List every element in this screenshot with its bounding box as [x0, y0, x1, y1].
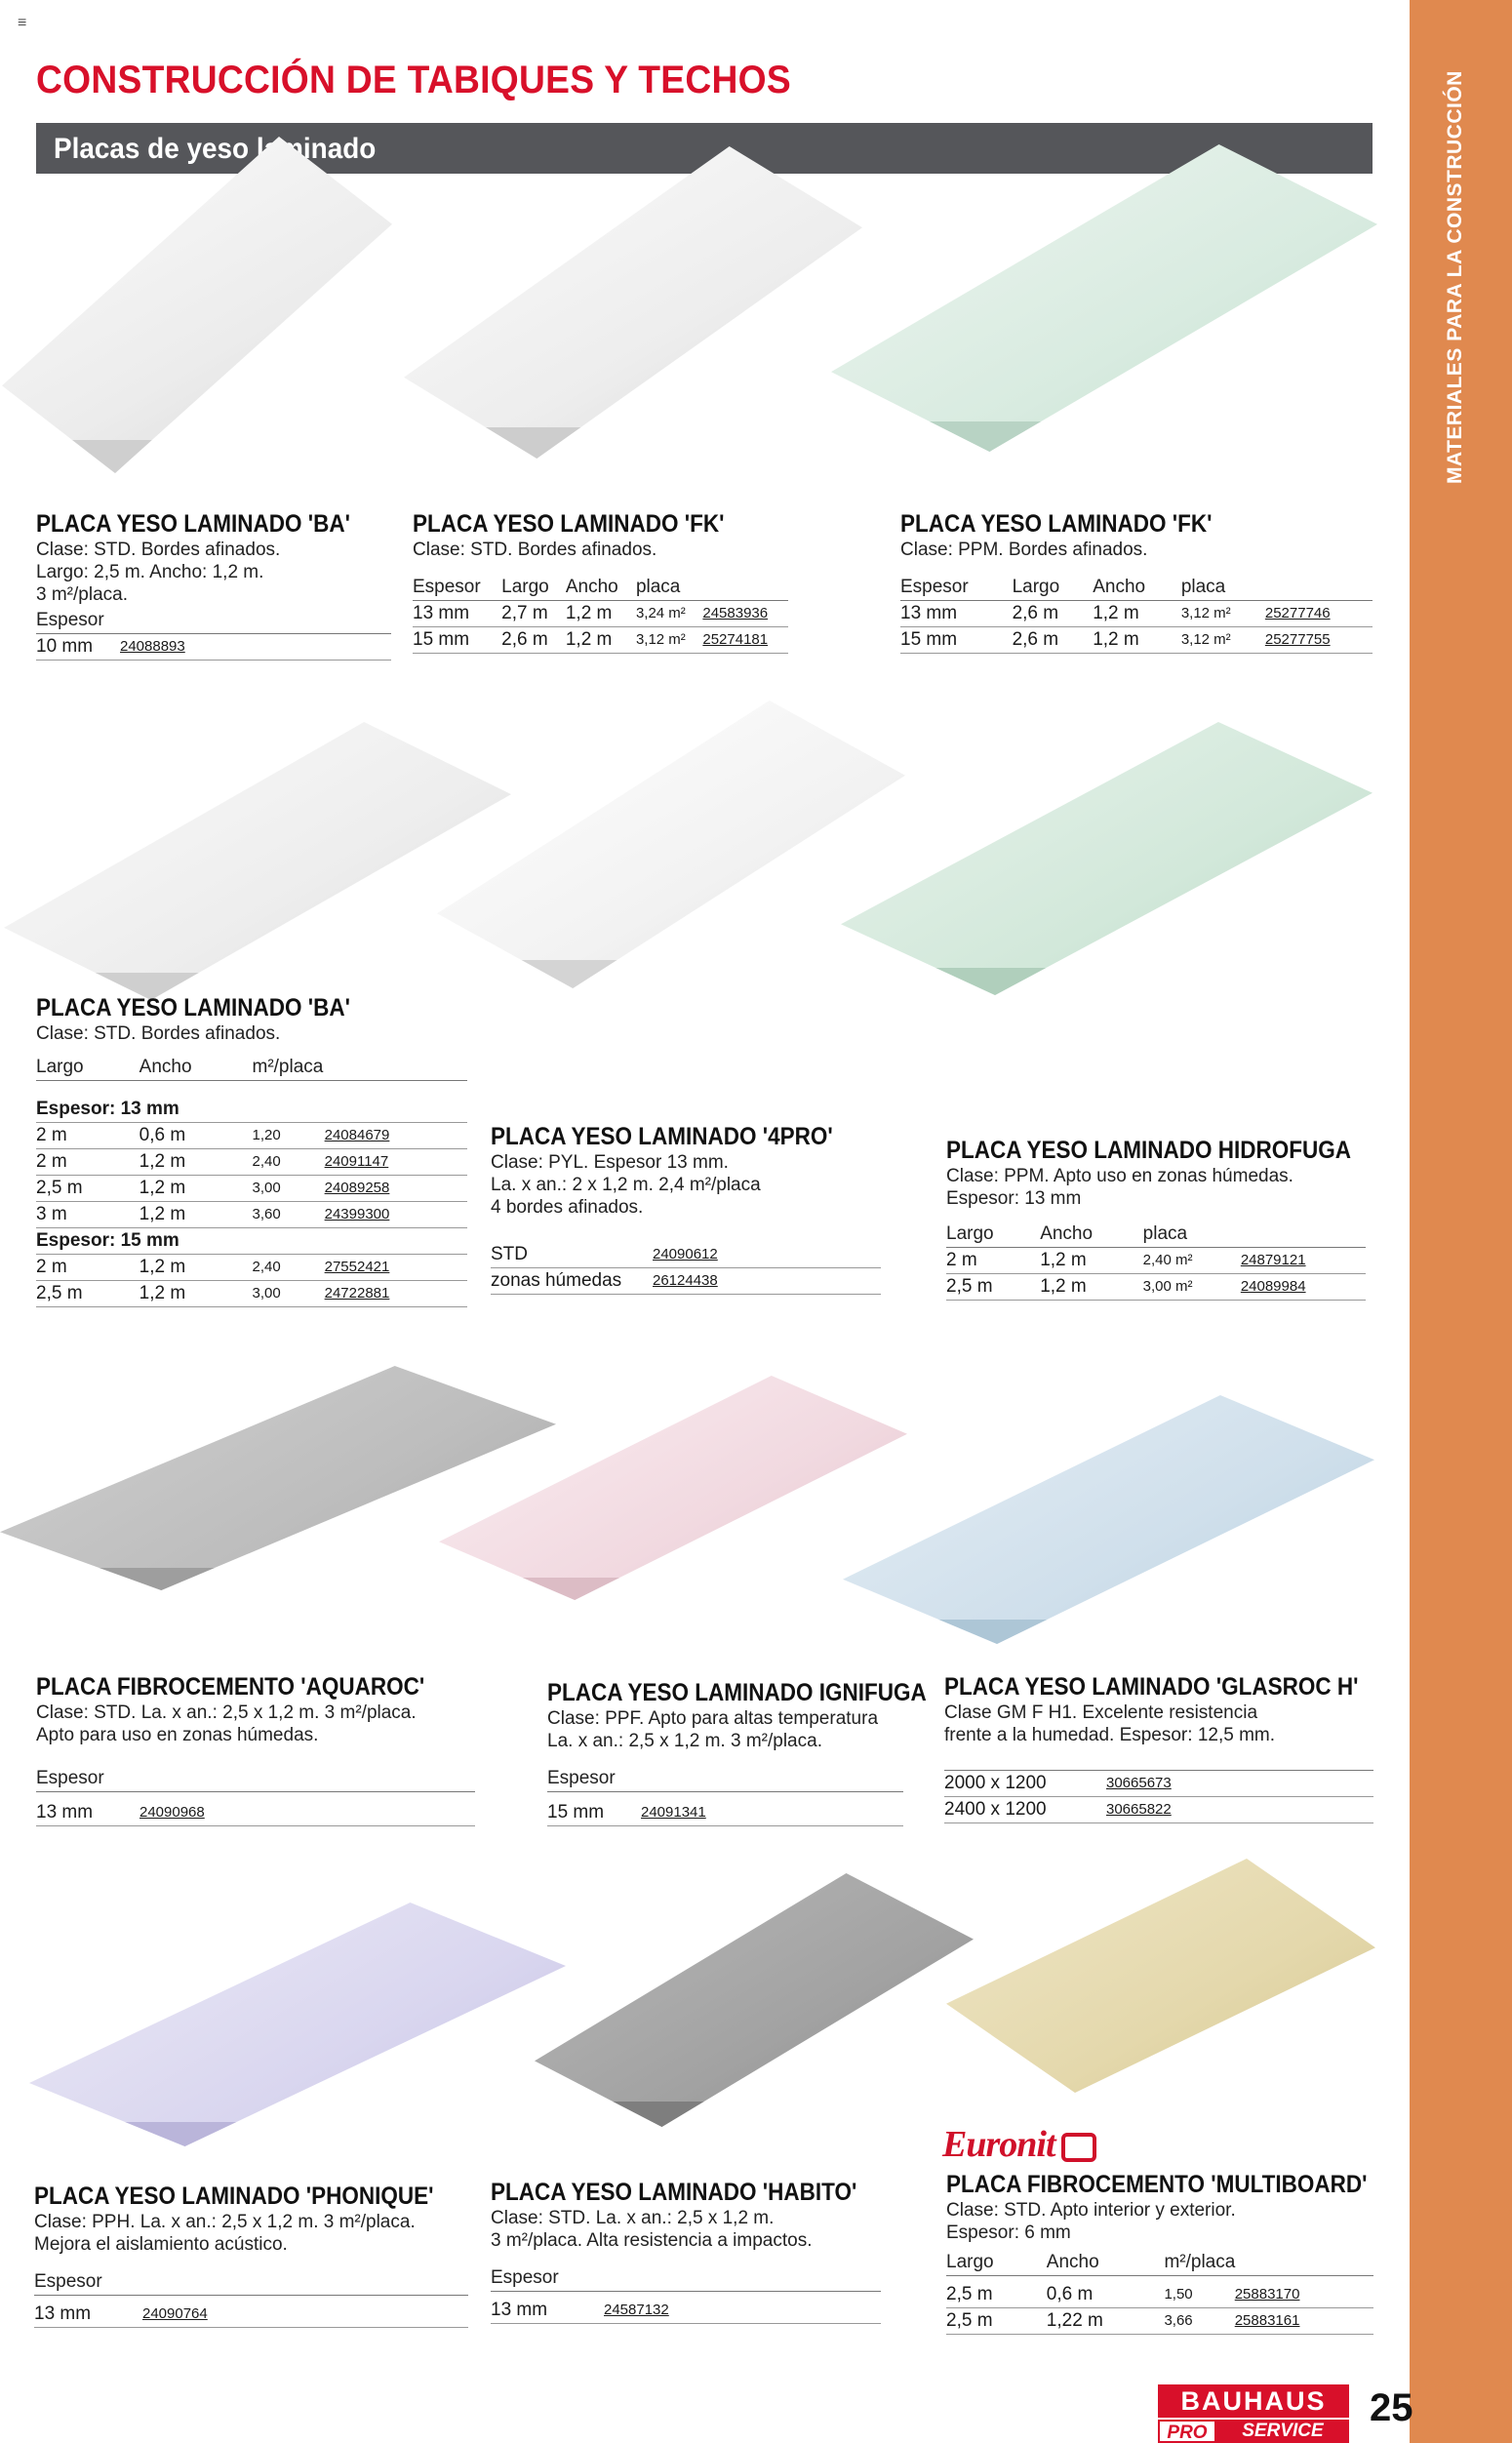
cell: 2,5 m: [36, 1175, 139, 1201]
product-desc: Clase GM F H1. Excelente resistencia: [944, 1702, 1258, 1723]
ref-code: 24090764: [137, 2302, 468, 2328]
bauhaus-logo-pro: PRO: [1158, 2420, 1216, 2443]
section-title: Placas de yeso laminado: [54, 133, 377, 165]
col-header: Largo: [946, 1222, 1040, 1248]
product-image-multiboard: [946, 1859, 1375, 2093]
product-ignifuga: [547, 1678, 927, 1826]
cell: 0,6 m: [139, 1122, 253, 1148]
cell: 15 mm: [547, 1800, 635, 1826]
product-desc: Clase: PPM. Bordes afinados.: [900, 540, 1148, 560]
product-table: [36, 1766, 475, 1826]
col-header: m²/placa: [253, 1055, 468, 1081]
menu-mark: ≡: [18, 15, 27, 31]
product-table: [547, 1766, 903, 1826]
product-desc: Clase: STD. La. x an.: 2,5 x 1,2 m.: [491, 2208, 775, 2228]
product-desc: Espesor: 13 mm: [946, 1188, 1082, 1209]
col-header: Espesor: [547, 1766, 635, 1792]
product-title: PLACA YESO LAMINADO IGNIFUGA: [547, 1679, 927, 1706]
product-table: [34, 2269, 468, 2328]
cell: 1,2 m: [566, 627, 636, 654]
product-desc: Clase: STD. Bordes afinados.: [36, 540, 281, 560]
cell: 1,2 m: [139, 1254, 253, 1280]
cell: 2,40 m²: [1143, 1248, 1241, 1274]
product-table: [413, 575, 788, 654]
ref-code: 24090612: [647, 1242, 881, 1268]
product-ba-1: [36, 509, 391, 661]
col-header: m²/placa: [1164, 2250, 1373, 2276]
cell: 2,5 m: [946, 2307, 1047, 2334]
thickness-subhead: Espesor: 15 mm: [36, 1227, 467, 1254]
cell: 15 mm: [413, 627, 501, 654]
col-header: Espesor: [34, 2269, 137, 2296]
cell: 13 mm: [413, 601, 501, 627]
cell: 1,2 m: [139, 1175, 253, 1201]
product-desc: Largo: 2,5 m. Ancho: 1,2 m.: [36, 562, 264, 582]
product-title: PLACA YESO LAMINADO HIDROFUGA: [946, 1137, 1352, 1164]
product-image-hidrofuga: [841, 722, 1373, 995]
cell: 13 mm: [491, 2298, 598, 2324]
product-title: PLACA FIBROCEMENTO 'MULTIBOARD': [946, 2171, 1368, 2198]
product-desc: Clase: PPF. Apto para altas temperatura: [547, 1708, 879, 1729]
cell: 1,50: [1164, 2282, 1228, 2308]
ref-code: 25274181: [702, 627, 788, 654]
col-header: Ancho: [139, 1055, 253, 1081]
cell: 2 m: [36, 1148, 139, 1175]
cell: 3,00: [253, 1175, 319, 1201]
product-table: [491, 2265, 881, 2324]
cell: 2,5 m: [946, 1274, 1040, 1301]
ref-code: 24089258: [319, 1175, 467, 1201]
cell: 2,6 m: [1013, 627, 1094, 654]
col-header: Espesor: [413, 575, 501, 601]
product-desc: Apto para uso en zonas húmedas.: [36, 1725, 319, 1745]
ref-code: 26124438: [647, 1268, 881, 1295]
product-table: [946, 1222, 1366, 1301]
product-desc: Clase: STD. Bordes afinados.: [36, 1023, 281, 1044]
cell: 2,5 m: [36, 1280, 139, 1306]
col-header: Ancho: [1040, 1222, 1142, 1248]
cell: 13 mm: [34, 2302, 137, 2328]
ref-code: 24583936: [702, 601, 788, 627]
product-title: PLACA YESO LAMINADO 'BA': [36, 994, 350, 1021]
cell: 3,24 m²: [636, 601, 702, 627]
product-image-ba-1: [2, 137, 392, 473]
product-title: PLACA YESO LAMINADO 'BA': [36, 510, 350, 538]
cell: 2400 x 1200: [944, 1797, 1100, 1823]
page-title: CONSTRUCCIÓN DE TABIQUES Y TECHOS: [36, 59, 791, 101]
product-table: [946, 2250, 1373, 2335]
product-hidrofuga: [946, 1136, 1366, 1301]
product-fk-std: [413, 509, 788, 654]
product-ba-2: [36, 993, 467, 1307]
bauhaus-logo: [1158, 2384, 1349, 2443]
col-header: Espesor: [36, 608, 114, 634]
ref-code: 25883161: [1229, 2307, 1373, 2334]
ref-code: 24090968: [134, 1800, 475, 1826]
cell: 3,12 m²: [636, 627, 702, 654]
cell: 2,7 m: [501, 601, 566, 627]
product-desc: Clase: PPM. Apto uso en zonas húmedas.: [946, 1166, 1293, 1186]
product-title: PLACA YESO LAMINADO 'FK': [413, 510, 725, 538]
product-image-glasroc: [843, 1395, 1374, 1644]
sidebar-label: MATERIALES PARA LA CONSTRUCCIÓN: [1444, 70, 1466, 484]
product-title: PLACA FIBROCEMENTO 'AQUAROC': [36, 1673, 425, 1701]
col-header: placa: [1181, 575, 1373, 601]
cell: 1,2 m: [1040, 1274, 1142, 1301]
cell: 2,6 m: [1013, 601, 1094, 627]
col-header: Ancho: [1093, 575, 1181, 601]
product-desc: La. x an.: 2,5 x 1,2 m. 3 m²/placa.: [547, 1731, 822, 1751]
ref-code: 24088893: [114, 634, 391, 661]
ref-code: 30665673: [1100, 1771, 1373, 1797]
product-image-fk-ppm: [831, 144, 1377, 452]
product-fk-ppm: [900, 509, 1373, 654]
col-header: Espesor: [900, 575, 1013, 601]
cell: 1,2 m: [1040, 1248, 1142, 1274]
cell: 1,20: [253, 1122, 319, 1148]
product-desc: 3 m²/placa. Alta resistencia a impactos.: [491, 2230, 813, 2251]
cell: 2000 x 1200: [944, 1771, 1100, 1797]
ref-code: 27552421: [319, 1254, 467, 1280]
ref-code: 30665822: [1100, 1797, 1373, 1823]
product-table: [491, 1242, 881, 1295]
product-title: PLACA YESO LAMINADO '4PRO': [491, 1123, 833, 1150]
col-header: Largo: [501, 575, 566, 601]
product-title: PLACA YESO LAMINADO 'PHONIQUE': [34, 2183, 434, 2210]
cell: 2,40: [253, 1254, 319, 1280]
product-image-phonique: [29, 1902, 566, 2146]
euronit-logo: [942, 2123, 1096, 2166]
col-header: Espesor: [36, 1766, 134, 1792]
col-header: placa: [1143, 1222, 1366, 1248]
cell: 1,2 m: [139, 1280, 253, 1306]
product-multiboard: [946, 2170, 1373, 2335]
product-4pro: [491, 1122, 881, 1295]
col-header: Ancho: [1047, 2250, 1165, 2276]
thickness-subhead: Espesor: 13 mm: [36, 1097, 467, 1123]
product-table: [36, 608, 391, 661]
ref-code: 24084679: [319, 1122, 467, 1148]
product-desc: frente a la humedad. Espesor: 12,5 mm.: [944, 1725, 1276, 1745]
bauhaus-logo-top: BAUHAUS: [1158, 2384, 1349, 2418]
cell: STD: [491, 1242, 647, 1268]
col-header: placa: [636, 575, 788, 601]
product-desc: Clase: STD. Bordes afinados.: [413, 540, 657, 560]
ref-code: 24089984: [1241, 1274, 1366, 1301]
cell: 3,66: [1164, 2307, 1228, 2334]
cell: 2,6 m: [501, 627, 566, 654]
col-header: Largo: [36, 1055, 139, 1081]
product-title: PLACA YESO LAMINADO 'HABITO': [491, 2179, 857, 2206]
product-table: [36, 1055, 467, 1307]
cell: 3,00: [253, 1280, 319, 1306]
product-desc: La. x an.: 2 x 1,2 m. 2,4 m²/placa: [491, 1175, 761, 1195]
cell: 2,40: [253, 1148, 319, 1175]
cell: 3,00 m²: [1143, 1274, 1241, 1301]
product-image-ba-2: [4, 722, 511, 1000]
col-header: Espesor: [491, 2265, 598, 2292]
cell: 1,2 m: [1093, 601, 1181, 627]
product-desc: 4 bordes afinados.: [491, 1197, 644, 1218]
page-number: 25: [1370, 2386, 1413, 2429]
ref-code: 24587132: [598, 2298, 881, 2324]
product-desc: Clase: PPH. La. x an.: 2,5 x 1,2 m. 3 m²/placa.: [34, 2212, 416, 2232]
ref-code: 25277746: [1265, 601, 1373, 627]
bauhaus-logo-service: SERVICE: [1216, 2420, 1349, 2443]
cell: zonas húmedas: [491, 1268, 647, 1295]
cell: 1,2 m: [566, 601, 636, 627]
product-table: [900, 575, 1373, 654]
ref-code: 24091341: [635, 1800, 903, 1826]
ref-code: 24091147: [319, 1148, 467, 1175]
product-image-aquaroc: [0, 1366, 556, 1590]
cell: 1,2 m: [1093, 627, 1181, 654]
ref-code: 24722881: [319, 1280, 467, 1306]
col-header: Largo: [1013, 575, 1094, 601]
euronit-logo-text: Euronit: [942, 2124, 1055, 2165]
product-title: PLACA YESO LAMINADO 'FK': [900, 510, 1213, 538]
euronit-mark-icon: [1061, 2133, 1096, 2162]
product-phonique: [34, 2182, 468, 2328]
product-desc: 3 m²/placa.: [36, 584, 128, 605]
cell: 1,22 m: [1047, 2307, 1165, 2334]
product-habito: [491, 2178, 881, 2324]
product-title: PLACA YESO LAMINADO 'GLASROC H': [944, 1673, 1359, 1701]
cell: 13 mm: [36, 1800, 134, 1826]
cell: 1,2 m: [139, 1201, 253, 1227]
product-desc: Clase: STD. La. x an.: 2,5 x 1,2 m. 3 m²/placa.: [36, 1702, 417, 1723]
product-desc: Espesor: 6 mm: [946, 2223, 1071, 2243]
cell: 2 m: [36, 1122, 139, 1148]
ref-code: 25883170: [1229, 2282, 1373, 2308]
ref-code: 24879121: [1241, 1248, 1366, 1274]
cell: 15 mm: [900, 627, 1013, 654]
product-desc: Clase: PYL. Espesor 13 mm.: [491, 1152, 729, 1173]
col-header: Ancho: [566, 575, 636, 601]
cell: 2 m: [36, 1254, 139, 1280]
product-desc: Mejora el aislamiento acústico.: [34, 2234, 288, 2255]
cell: 10 mm: [36, 634, 114, 661]
ref-code: 24399300: [319, 1201, 467, 1227]
product-desc: Clase: STD. Apto interior y exterior.: [946, 2200, 1236, 2221]
cell: 1,2 m: [139, 1148, 253, 1175]
product-image-fk-std: [404, 146, 862, 459]
product-aquaroc: [36, 1672, 475, 1826]
product-glasroc: [944, 1672, 1373, 1823]
product-table: [944, 1770, 1373, 1823]
cell: 3,12 m²: [1181, 627, 1265, 654]
cell: 3,60: [253, 1201, 319, 1227]
col-header: Largo: [946, 2250, 1047, 2276]
product-image-4pro: [437, 701, 905, 988]
cell: 3,12 m²: [1181, 601, 1265, 627]
cell: 13 mm: [900, 601, 1013, 627]
cell: 3 m: [36, 1201, 139, 1227]
cell: 2,5 m: [946, 2282, 1047, 2308]
cell: 0,6 m: [1047, 2282, 1165, 2308]
product-image-habito: [535, 1873, 974, 2127]
cell: 2 m: [946, 1248, 1040, 1274]
ref-code: 25277755: [1265, 627, 1373, 654]
